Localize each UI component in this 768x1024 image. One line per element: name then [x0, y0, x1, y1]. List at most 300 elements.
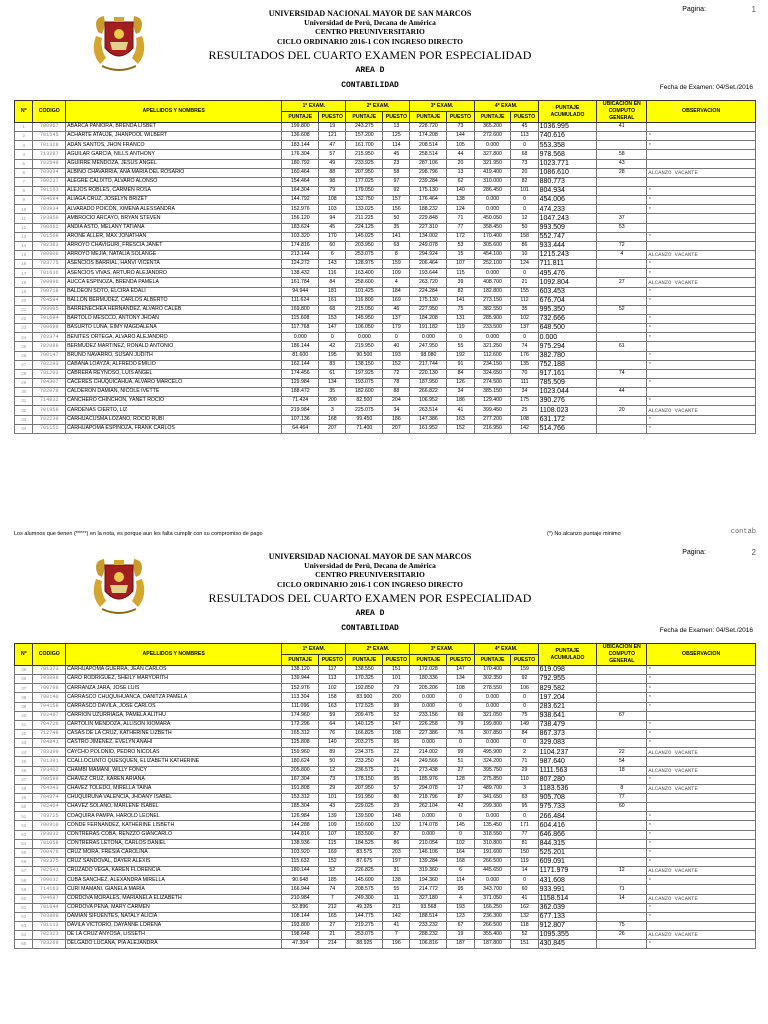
row-number: 62 [15, 912, 33, 921]
table-row [15, 793, 756, 802]
exam4-rank: 0 [511, 739, 538, 748]
exam3-score: 98.080 [410, 351, 447, 360]
student-name: ARONE ALLER, MAX JONATHAN [66, 232, 282, 241]
exam4-score: 135.450 [474, 821, 511, 830]
exam1-rank: 113 [319, 675, 346, 684]
student-code: 700147 [33, 351, 66, 360]
exam1-rank: 64 [319, 720, 346, 729]
exam4-score: 234.150 [474, 360, 511, 369]
exam4-score: 489.700 [474, 784, 511, 793]
general-rank [597, 876, 647, 885]
student-name: ADÁN SANTOS, JHON FRANCO [66, 141, 282, 150]
table-row [15, 885, 756, 894]
student-name: CARHUACUSMA LOZANO, ROCIO RUBI [66, 415, 282, 424]
exam2-score: 208.575 [346, 885, 383, 894]
exam3-score: 0.000 [410, 739, 447, 748]
exam1-score: 47.304 [282, 940, 319, 949]
col-ex4: 4º EXAM. [474, 644, 538, 655]
student-code: 700718 [33, 287, 66, 296]
exam2-rank: 138 [383, 876, 410, 885]
unmsm-seal-icon [90, 12, 148, 74]
student-name: ASENCIOS BARRIAL, HANVI VICENTA [66, 260, 282, 269]
observation [647, 369, 756, 378]
total-score: 329.083 [538, 739, 597, 748]
col-puntaje: PUNTAJE [282, 655, 319, 666]
exam4-score: 299.300 [474, 803, 511, 812]
exam4-rank: 60 [511, 885, 538, 894]
table-row [15, 666, 756, 675]
table-row [15, 702, 756, 711]
exam3-score: 93.568 [410, 903, 447, 912]
observation [647, 223, 756, 232]
exam2-score: 193.075 [346, 378, 383, 387]
exam2-score: 192.850 [346, 684, 383, 693]
col-ex2: 2º EXAM. [346, 101, 410, 112]
exam4-score: 187.800 [474, 940, 511, 949]
row-number: 27 [15, 360, 33, 369]
pagina-label: Pagina: [682, 6, 706, 13]
student-code: 700967 [33, 123, 66, 132]
exam1-rank: 140 [319, 739, 346, 748]
exam2-score: 144.775 [346, 912, 383, 921]
exam4-score: 199.800 [474, 720, 511, 729]
observation: * [647, 666, 756, 675]
observation: * [647, 912, 756, 921]
table-row [15, 775, 756, 784]
observation: * [647, 141, 756, 150]
exam1-score: 219.984 [282, 406, 319, 415]
exam3-score: 106.816 [410, 940, 447, 949]
exam4-rank: 101 [511, 186, 538, 195]
table-row [15, 748, 756, 757]
exam3-rank: 44 [447, 150, 474, 159]
total-score: 1036.995 [538, 123, 597, 132]
row-number: 11 [15, 214, 33, 223]
exam2-rank: 13 [383, 123, 410, 132]
exam1-rank: 74 [319, 885, 346, 894]
exam3-rank: 55 [447, 342, 474, 351]
student-name: CACERES CHUQUICAHUA, ALVARO MARCELO [66, 378, 282, 387]
row-number: 31 [15, 397, 33, 406]
page-marker: contab [730, 528, 756, 536]
exam4-score: 341.650 [474, 793, 511, 802]
table-row [15, 821, 756, 830]
table-row [15, 812, 756, 821]
exam4-rank: 0 [511, 196, 538, 205]
exam4-score: 170.400 [474, 666, 511, 675]
exam3-score: 139.284 [410, 857, 447, 866]
exam4-score: 321.250 [474, 342, 511, 351]
table-row [15, 739, 756, 748]
row-number: 36 [15, 675, 33, 684]
student-name: ARROYO MEJIA, NATALIA SOLANGE [66, 250, 282, 259]
student-code: 712748 [33, 729, 66, 738]
exam2-score: 219.275 [346, 921, 383, 930]
exam3-score: 258.514 [410, 150, 447, 159]
area-label: AREA D [355, 66, 385, 75]
general-rank [597, 839, 647, 848]
exam1-score: 161.784 [282, 278, 319, 287]
exam4-score: 275.850 [474, 775, 511, 784]
exam4-rank: 142 [511, 424, 538, 433]
exam1-score: 183.624 [282, 223, 319, 232]
observation: * [647, 296, 756, 305]
student-name: ALEGRE CALIXTO, ALVARO ALONSO [66, 177, 282, 186]
exam2-rank: 203 [383, 848, 410, 857]
exam3-rank: 115 [447, 269, 474, 278]
total-score: 1104.237 [538, 748, 597, 757]
student-name: CURI MAMANI, GIANELA MARÍA [66, 885, 282, 894]
student-name: ALEJOS ROBLES, CARMEN ROSA [66, 186, 282, 195]
student-name: CHUQUIRUNA VALENCIA, JHOANY ISABEL [66, 793, 282, 802]
exam3-score: 175.130 [410, 186, 447, 195]
exam3-rank: 140 [447, 186, 474, 195]
exam2-score: 132.750 [346, 196, 383, 205]
exam4-score: 236.300 [474, 912, 511, 921]
exam2-score: 225.075 [346, 406, 383, 415]
exam3-rank: 119 [447, 324, 474, 333]
total-score: 1215.243 [538, 250, 597, 259]
exam3-score: 188.514 [410, 912, 447, 921]
university-name: UNIVERSIDAD NACIONAL MAYOR DE SAN MARCOS [268, 9, 472, 18]
row-number: 23 [15, 324, 33, 333]
student-code: 704307 [33, 378, 66, 387]
observation: ALCANZO VACANTE [647, 748, 756, 757]
observation: * [647, 269, 756, 278]
exam2-score: 258.600 [346, 278, 383, 287]
student-code: 701152 [33, 424, 66, 433]
student-code: 703725 [33, 812, 66, 821]
exam4-rank: 50 [511, 223, 538, 232]
general-rank [597, 912, 647, 921]
table-row [15, 333, 756, 342]
exam1-rank: 45 [319, 223, 346, 232]
total-score: 283.621 [538, 702, 597, 711]
exam4-score: 0.000 [474, 693, 511, 702]
exam2-rank: 101 [383, 675, 410, 684]
exam4-score: 324.200 [474, 757, 511, 766]
student-code: 700237 [33, 177, 66, 186]
row-number: 19 [15, 287, 33, 296]
exam4-rank: 108 [511, 415, 538, 424]
student-code: 701568 [33, 232, 66, 241]
total-score: 1095.355 [538, 931, 597, 940]
student-name: CORDOVA MORALES, MARIANELA ELIZABETH [66, 894, 282, 903]
table-row [15, 766, 756, 775]
general-rank: 77 [597, 793, 647, 802]
table-row [15, 324, 756, 333]
observation [647, 177, 756, 186]
exam1-score: 210.984 [282, 894, 319, 903]
exam3-rank: 75 [447, 305, 474, 314]
observation [647, 803, 756, 812]
row-number: 51 [15, 812, 33, 821]
student-name: AGUILAR GARCIA, NILLS ANTHONY [66, 150, 282, 159]
exam3-rank: 192 [447, 351, 474, 360]
table-row [15, 424, 756, 433]
table-row [15, 720, 756, 729]
exam2-rank: 86 [383, 839, 410, 848]
area-label: AREA D [355, 609, 385, 618]
exam2-rank: 108 [383, 729, 410, 738]
row-number: 41 [15, 720, 33, 729]
row-number: 63 [15, 921, 33, 930]
exam4-rank: 151 [511, 940, 538, 949]
total-score: 829.582 [538, 684, 597, 693]
exam2-score: 83.900 [346, 693, 383, 702]
table-row [15, 912, 756, 921]
exam2-score: 207.950 [346, 784, 383, 793]
general-rank [597, 196, 647, 205]
student-code: 703402 [33, 766, 66, 775]
total-score: 975.294 [538, 342, 597, 351]
results-table [14, 100, 756, 434]
exam1-rank: 76 [319, 729, 346, 738]
exam1-rank: 19 [319, 123, 346, 132]
total-score: 677.133 [538, 912, 597, 921]
observation: * [647, 324, 756, 333]
exam2-score: 219.950 [346, 342, 383, 351]
table-row [15, 711, 756, 720]
exam3-rank: 102 [447, 839, 474, 848]
exam2-score: 224.125 [346, 223, 383, 232]
exam1-score: 174.816 [282, 241, 319, 250]
exam3-rank: 105 [447, 141, 474, 150]
exam2-rank: 125 [383, 132, 410, 141]
exam3-rank: 164 [447, 848, 474, 857]
exam3-score: 298.796 [410, 168, 447, 177]
row-number: 64 [15, 931, 33, 940]
exam2-score: 150.600 [346, 821, 383, 830]
observation: * [647, 351, 756, 360]
exam1-rank: 29 [319, 784, 346, 793]
exam2-rank: 193 [383, 351, 410, 360]
observation [647, 214, 756, 223]
exam2-score: 145.600 [346, 876, 383, 885]
exam4-score: 365.200 [474, 123, 511, 132]
row-number: 16 [15, 260, 33, 269]
exam2-rank: 8 [383, 250, 410, 259]
exam1-score: 165.312 [282, 729, 319, 738]
general-rank [597, 287, 647, 296]
student-code: 700032 [33, 876, 66, 885]
exam4-rank: 106 [511, 684, 538, 693]
exam4-score: 343.700 [474, 885, 511, 894]
exam2-score: 226.825 [346, 867, 383, 876]
student-name: CALDERON DAMIAN, NICOLE IVETTE [66, 388, 282, 397]
exam3-rank: 95 [447, 885, 474, 894]
exam2-score: 133.025 [346, 205, 383, 214]
exam3-score: 233.232 [410, 921, 447, 930]
exam1-rank: 143 [319, 260, 346, 269]
total-score: 495.476 [538, 269, 597, 278]
exam2-score: 209.475 [346, 711, 383, 720]
exam4-score: 166.250 [474, 903, 511, 912]
exam3-rank: 41 [447, 406, 474, 415]
exam1-rank: 0 [319, 333, 346, 342]
exam4-score: 0.000 [474, 205, 511, 214]
col-puesto: PUESTO [447, 112, 474, 123]
exam3-score: 224.284 [410, 287, 447, 296]
table-row [15, 269, 756, 278]
payment-note: Los alumnos que tienen (*****) en la nota, es porque aun les falta cumplir con su compromiso de pago [14, 531, 263, 537]
general-rank [597, 177, 647, 186]
exam2-score: 145.950 [346, 314, 383, 323]
observation: ALCANZO VACANTE [647, 931, 756, 940]
exam1-rank: 168 [319, 415, 346, 424]
observation: ALCANZO VACANTE [647, 278, 756, 287]
exam2-score: 234.375 [346, 748, 383, 757]
col-nombres: APELLIDOS Y NOMBRES [66, 101, 282, 123]
exam4-rank: 10 [511, 250, 538, 259]
table-row [15, 305, 756, 314]
exam3-score: 146.106 [410, 848, 447, 857]
exam2-score: 82.500 [346, 397, 383, 406]
observation [647, 885, 756, 894]
student-code: 704694 [33, 196, 66, 205]
row-number: 39 [15, 702, 33, 711]
student-name: ARROYO CHAVIGURI, FRESCIA JANET [66, 241, 282, 250]
general-rank [597, 351, 647, 360]
observation: * [647, 287, 756, 296]
exam3-rank: 0 [447, 333, 474, 342]
exam4-rank: 0 [511, 693, 538, 702]
col-n: Nº [15, 644, 33, 666]
pagina-label: Pagina: [682, 549, 706, 556]
student-name: BENITES ORTEGA, ALVARO ALEJANDRO [66, 333, 282, 342]
exam4-rank: 135 [511, 360, 538, 369]
col-puesto: PUESTO [383, 655, 410, 666]
exam1-rank: 139 [319, 812, 346, 821]
exam4-rank: 0 [511, 876, 538, 885]
exam3-score: 249.566 [410, 757, 447, 766]
total-score: 738.479 [538, 720, 597, 729]
student-code: 701328 [33, 141, 66, 150]
general-rank [597, 378, 647, 387]
exam2-score: 161.700 [346, 141, 383, 150]
exam4-score: 385.150 [474, 388, 511, 397]
exam1-rank: 88 [319, 168, 346, 177]
exam3-rank: 67 [447, 921, 474, 930]
exam4-rank: 119 [511, 857, 538, 866]
exam1-rank: 73 [319, 775, 346, 784]
exam2-rank: 34 [383, 406, 410, 415]
exam4-score: 233.500 [474, 324, 511, 333]
observation [647, 793, 756, 802]
row-number: 32 [15, 406, 33, 415]
exam2-rank: 22 [383, 748, 410, 757]
exam2-rank: 157 [383, 196, 410, 205]
total-score: 732.666 [538, 314, 597, 323]
exam1-score: 198.648 [282, 931, 319, 940]
col-acumulado: PUNTAJE ACUMULADO [538, 644, 597, 666]
exam1-score: 144.816 [282, 830, 319, 839]
row-number: 53 [15, 830, 33, 839]
exam2-rank: 95 [383, 775, 410, 784]
exam3-score: 174.208 [410, 132, 447, 141]
exam2-rank: 88 [383, 388, 410, 397]
table-row [15, 177, 756, 186]
row-number: 56 [15, 857, 33, 866]
row-number: 4 [15, 150, 33, 159]
student-name: ALIAGA CRUZ, JOSELYN BRIZET [66, 196, 282, 205]
exam4-rank: 71 [511, 757, 538, 766]
student-code: 713287 [33, 150, 66, 159]
student-name: CARRASCO CHUQUIHUANCA, DANITZA PAMELA [66, 693, 282, 702]
exam1-score: 188.472 [282, 388, 319, 397]
general-rank [597, 702, 647, 711]
exam2-score: 183.500 [346, 830, 383, 839]
exam1-score: 90.648 [282, 876, 319, 885]
observation: * [647, 378, 756, 387]
row-number: 12 [15, 223, 33, 232]
exam2-rank: 23 [383, 159, 410, 168]
table-row [15, 784, 756, 793]
general-rank: 58 [597, 150, 647, 159]
exam2-rank: 141 [383, 232, 410, 241]
exam1-score: 152.976 [282, 684, 319, 693]
exam4-rank: 82 [511, 177, 538, 186]
student-code: 703995 [33, 305, 66, 314]
student-code: 702079 [33, 388, 66, 397]
exam2-rank: 72 [383, 369, 410, 378]
col-puesto: PUESTO [511, 112, 538, 123]
exam3-rank: 27 [447, 766, 474, 775]
student-name: CCALLOCUNTO QUESQUEN, ELIZABETH KATHERINE [66, 757, 282, 766]
observation: * [647, 812, 756, 821]
general-rank [597, 821, 647, 830]
student-code: 704158 [33, 702, 66, 711]
col-ex3: 3º EXAM. [410, 101, 474, 112]
exam2-rank: 31 [383, 867, 410, 876]
student-name: CONTRERAS COBA, RENZZO GIANCARLO [66, 830, 282, 839]
exam3-score: 249.078 [410, 241, 447, 250]
exam2-score: 170.325 [346, 675, 383, 684]
exam4-score: 0.000 [474, 812, 511, 821]
observation: * [647, 675, 756, 684]
total-score: 604.416 [538, 821, 597, 830]
exam2-score: 172.525 [346, 702, 383, 711]
exam3-score: 208.514 [410, 141, 447, 150]
exam2-score: 253.075 [346, 931, 383, 940]
exam1-score: 138.120 [282, 666, 319, 675]
exam4-score: 170.400 [474, 232, 511, 241]
exam4-rank: 118 [511, 921, 538, 930]
observation: * [647, 360, 756, 369]
exam2-score: 83.575 [346, 848, 383, 857]
exam1-rank: 89 [319, 748, 346, 757]
general-rank: 4 [597, 250, 647, 259]
total-score: 978.568 [538, 150, 597, 159]
exam3-rank: 108 [447, 684, 474, 693]
table-row [15, 675, 756, 684]
student-code: 700809 [33, 250, 66, 259]
exam2-score: 166.825 [346, 729, 383, 738]
col-nombres: APELLIDOS Y NOMBRES [66, 644, 282, 666]
exam2-rank: 0 [383, 333, 410, 342]
exam4-score: 382.550 [474, 305, 511, 314]
exam1-score: 111.624 [282, 296, 319, 305]
exam1-score: 199.800 [282, 123, 319, 132]
exam4-rank: 150 [511, 848, 538, 857]
exam3-rank: 134 [447, 675, 474, 684]
exam1-score: 162.144 [282, 360, 319, 369]
general-rank: 44 [597, 388, 647, 397]
exam2-score: 177.025 [346, 177, 383, 186]
exam2-rank: 207 [383, 424, 410, 433]
exam3-score: 227.310 [410, 223, 447, 232]
col-ubicacion: UBICACION EN COMPUTO GENERAL [597, 644, 647, 666]
